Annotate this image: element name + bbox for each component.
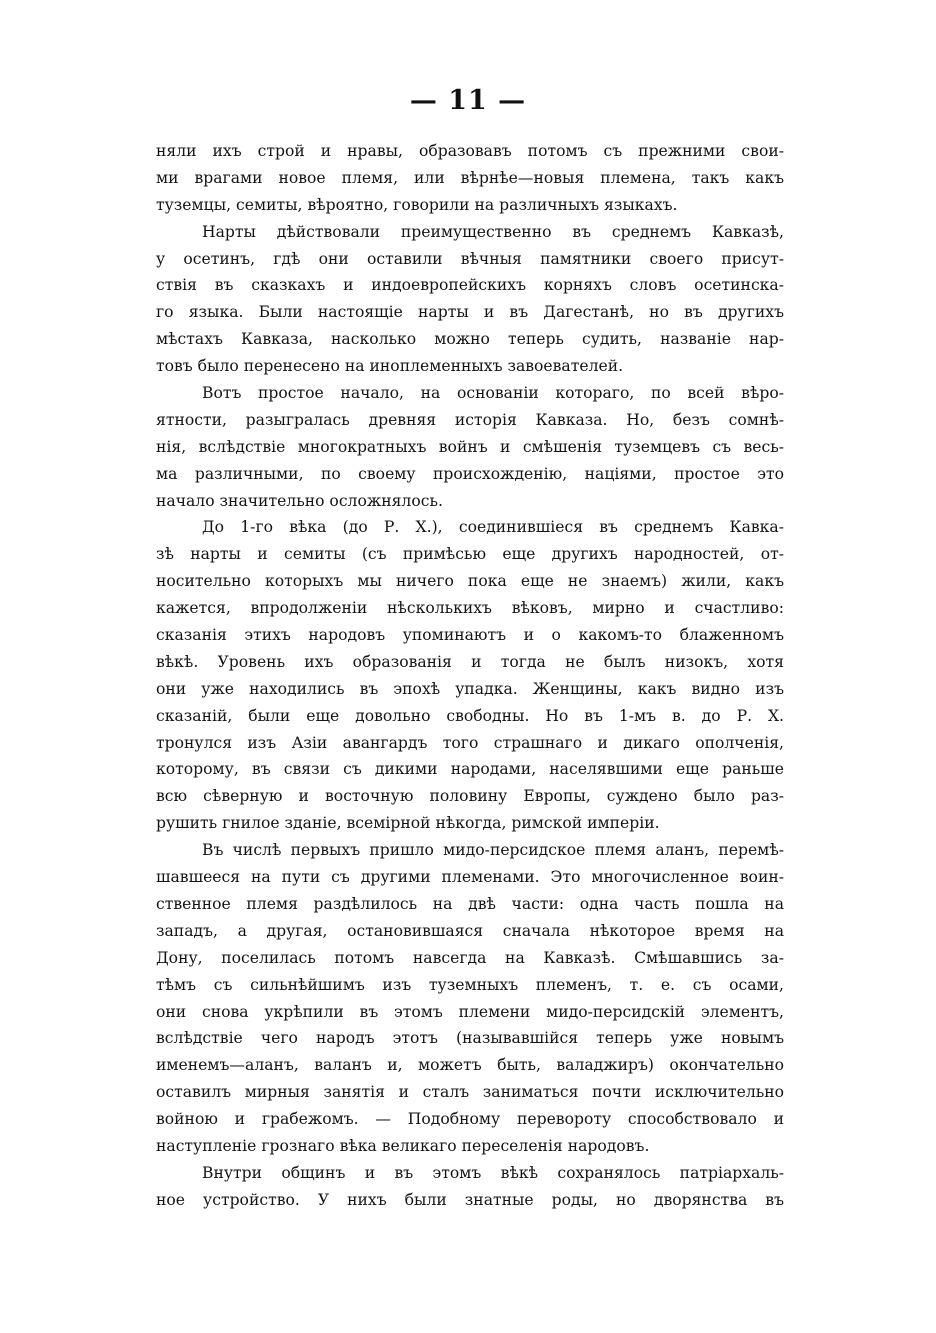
text-line: именемъ—аланъ, валанъ и, можетъ быть, валаджиръ) окончательно	[156, 1056, 784, 1075]
text-line: войною и грабежомъ. — Подобному перевороту способствовало и	[156, 1110, 784, 1129]
text-line: товъ было перенесено на иноплеменныхъ завоевателей.	[156, 357, 624, 376]
text-line: западъ, а другая, остановившаяся сначала нѣкоторое время на	[156, 921, 784, 940]
text-line: ми врагами новое племя, или вѣрнѣе—новыя племена, такъ какъ	[156, 168, 784, 187]
text-line: зѣ нарты и семиты (съ примѣсью еще другихъ народностей, от-	[156, 545, 784, 564]
text-line: они снова укрѣпили въ этомъ племени мидо-персидскій элементъ,	[156, 1002, 784, 1021]
text-line: Въ числѣ первыхъ пришло мидо-персидское племя аланъ, перемѣ-	[202, 841, 784, 860]
text-line: Дону, поселилась потомъ навсегда на Кавказѣ. Смѣшавшись за-	[156, 948, 784, 967]
paragraph	[156, 837, 784, 1160]
text-line: нія, вслѣдствіе многократныхъ войнъ и смѣшенія туземцевъ съ весь-	[156, 437, 784, 456]
text-line: всю сѣверную и восточную половину Европы, суждено было раз-	[156, 787, 784, 806]
text-line: сказанія этихъ народовъ упоминаютъ и о какомъ-то блаженномъ	[156, 626, 784, 645]
text-line: туземцы, семиты, вѣроятно, говорили на различныхъ языкахъ.	[156, 195, 678, 214]
paragraph	[156, 219, 784, 380]
page-number: — 11 —	[409, 85, 527, 116]
text-line: начало значительно осложнялось.	[156, 491, 443, 510]
text-line: Нарты дѣйствовали преимущественно въ среднемъ Кавказѣ,	[202, 222, 784, 241]
text-line: ма различными, по своему происхожденію, націями, простое это	[156, 464, 784, 483]
text-line: которому, въ связи съ дикими народами, населявшими еще раньше	[156, 760, 784, 779]
text-line: Внутри общинъ и въ этомъ вѣкѣ сохранялось патріархаль-	[202, 1163, 784, 1182]
text-line: ятности, разыгралась древняя исторія Кавказа. Но, безъ сомнѣ-	[156, 410, 784, 429]
text-line: Вотъ простое начало, на основаніи котораго, по всей вѣро-	[202, 384, 784, 403]
body-text	[156, 138, 784, 1214]
paragraph	[156, 380, 784, 514]
text-line: ственное племя раздѣлилось на двѣ части: одна часть пошла на	[156, 894, 784, 913]
paragraph	[156, 514, 784, 837]
text-line: го языка. Были настоящіе нарты и въ Дагестанѣ, но въ другихъ	[156, 303, 784, 322]
text-line: шавшееся на пути съ другими племенами. Это многочисленное воин-	[156, 868, 784, 887]
text-line: у осетинъ, гдѣ они оставили вѣчныя памятники своего присут-	[156, 249, 784, 268]
text-line: мѣстахъ Кавказа, насколько можно теперь судить, названіе нар-	[156, 330, 784, 349]
text-line: вѣкѣ. Уровень ихъ образованія и тогда не былъ низокъ, хотя	[156, 652, 784, 671]
text-line: кажется, впродолженіи нѣсколькихъ вѣковъ, мирно и счастливо:	[156, 599, 784, 618]
text-line: ствія въ сказкахъ и индоевропейскихъ корняхъ словъ осетинска-	[156, 276, 784, 295]
text-line: тронулся изъ Азіи авангардъ того страшнаго и дикаго ополченія,	[156, 733, 784, 752]
text-line: До 1-го вѣка (до Р. Х.), соединившіеся въ среднемъ Кавка-	[202, 518, 784, 537]
text-line: ное устройство. У нихъ были знатные роды, но дворянства въ	[156, 1190, 784, 1209]
text-line: наступленіе грознаго вѣка великаго переселенія народовъ.	[156, 1136, 650, 1155]
text-line: тѣмъ съ сильнѣйшимъ изъ туземныхъ племенъ, т. е. съ осами,	[156, 975, 784, 994]
paragraph	[156, 1160, 784, 1214]
paragraph	[156, 138, 784, 219]
text-line: они уже находились въ эпохѣ упадка. Женщины, какъ видно изъ	[156, 679, 784, 698]
text-line: вслѣдствіе чего народъ этотъ (называвшійся теперь уже новымъ	[156, 1029, 784, 1048]
text-line: сказаній, были еще довольно свободны. Но въ 1-мъ в. до Р. Х.	[156, 706, 784, 725]
text-line: носительно которыхъ мы ничего пока еще не знаемъ) жили, какъ	[156, 572, 784, 591]
text-line: оставилъ мирныя занятія и сталъ заниматься почти исключительно	[156, 1083, 784, 1102]
text-line: рушить гнилое зданіе, всемірной нѣкогда, римской имперіи.	[156, 814, 660, 833]
text-line: няли ихъ строй и нравы, образовавъ потомъ съ прежними свои-	[156, 142, 784, 160]
